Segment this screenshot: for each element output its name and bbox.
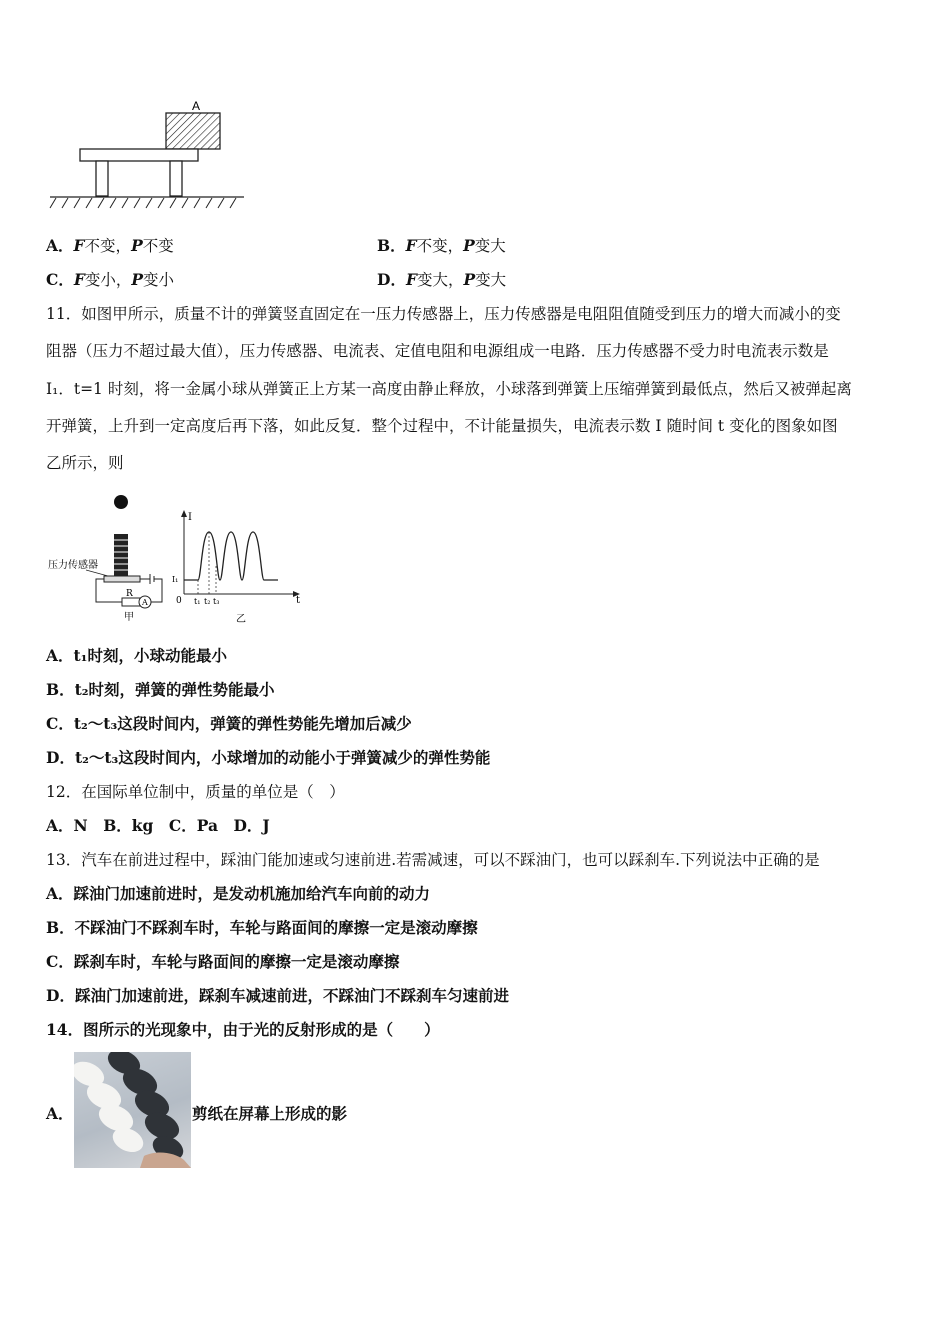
q13-option-a[interactable]: A．踩油门加速前进时，是发动机施加给汽车向前的动力 xyxy=(46,884,431,903)
q11-stem-line-5: 乙所示，则 xyxy=(46,454,124,472)
q11-figure xyxy=(46,490,316,624)
resistor xyxy=(122,598,140,606)
q11-stem-line-1: 11．如图甲所示，质量不计的弹簧竖直固定在一压力传感器上，压力传感器是电阻阻值随受到压力的增大而减小的变 xyxy=(46,305,841,323)
q14-option-a-text[interactable]: 剪纸在屏幕上形成的影 xyxy=(192,1104,348,1123)
caption-yi: 乙 xyxy=(236,614,246,624)
q11-option-b[interactable]: B．t₂时刻，弹簧的弹性势能最小 xyxy=(46,680,275,699)
q12-stem: 12．在国际单位制中，质量的单位是（ ） xyxy=(46,783,345,801)
q11-stem-line-4: 开弹簧，上升到一定高度后再下落，如此反复．整个过程中，不计能量损失，电流表示数 I 随时间 t 变化的图象如图 xyxy=(46,417,838,435)
q11-stem-line-3: I₁．t=1 时刻，将一金属小球从弹簧正上方某一高度由静止释放，小球落到弹簧上压缩弹簧到最低点，然后又被弹起离 xyxy=(46,380,852,398)
pressure-sensor xyxy=(104,576,140,582)
pressure-sensor-label: 压力传感器 xyxy=(48,560,98,571)
q10-option-d[interactable]: D．F变大，P变大 xyxy=(377,270,507,289)
block-a xyxy=(166,113,220,149)
q11-option-a[interactable]: A．t₁时刻，小球动能最小 xyxy=(46,646,227,665)
block-a-label: A xyxy=(192,99,201,113)
table-block-figure xyxy=(46,98,256,218)
table-leg-left xyxy=(96,161,108,196)
tick-t2: t₂ xyxy=(204,597,211,606)
q11-option-d[interactable]: D．t₂～t₃这段时间内，小球增加的动能小于弹簧减少的弹性势能 xyxy=(46,748,491,767)
q13-option-b[interactable]: B．不踩油门不踩刹车时，车轮与路面间的摩擦一定是滚动摩擦 xyxy=(46,918,478,937)
graph-i1-label: I₁ xyxy=(172,575,179,584)
caption-jia: 甲 xyxy=(124,612,134,623)
tick-t1: t₁ xyxy=(194,597,201,606)
tick-t3: t₃ xyxy=(213,597,220,606)
table-leg-right xyxy=(170,161,182,196)
graph-t-label: t xyxy=(296,595,301,606)
q13-option-d[interactable]: D．踩油门加速前进，踩刹车减速前进，不踩油门不踩刹车匀速前进 xyxy=(46,986,509,1005)
resistor-label: R xyxy=(126,589,133,599)
q11-option-c[interactable]: C．t₂～t₃这段时间内，弹簧的弹性势能先增加后减少 xyxy=(46,714,412,733)
q13-stem: 13．汽车在前进过程中，踩油门能加速或匀速前进.若需减速，可以不踩油门，也可以踩刹车.下列说法中正确的是 xyxy=(46,851,820,869)
q11-stem-line-2: 阻器（压力不超过最大值），压力传感器、电流表、定值电阻和电源组成一电路．压力传感器不受力时电流表示数是 xyxy=(46,342,829,360)
q10-option-b[interactable]: B．F不变，P变大 xyxy=(377,236,506,255)
q12-options[interactable]: A．N B．kg C．Pa D．J xyxy=(46,816,270,835)
graph-origin: 0 xyxy=(176,596,182,606)
ground-hatch xyxy=(50,198,236,208)
graph-i-label: I xyxy=(188,512,192,523)
current-curve xyxy=(184,532,278,580)
q14-stem: 14．图所示的光现象中，由于光的反射形成的是（ ） xyxy=(46,1020,440,1039)
paper-cut-shadow-photo xyxy=(74,1052,191,1168)
q13-option-c[interactable]: C．踩刹车时，车轮与路面间的摩擦一定是滚动摩擦 xyxy=(46,952,400,971)
tabletop xyxy=(80,149,198,161)
q14-option-a-key[interactable]: A． xyxy=(46,1104,74,1123)
q10-option-c[interactable]: C．F变小，P变小 xyxy=(46,270,175,289)
metal-ball xyxy=(114,495,128,509)
ammeter-label: A xyxy=(142,598,148,607)
q10-option-a[interactable]: A．F不变，P不变 xyxy=(46,236,174,255)
